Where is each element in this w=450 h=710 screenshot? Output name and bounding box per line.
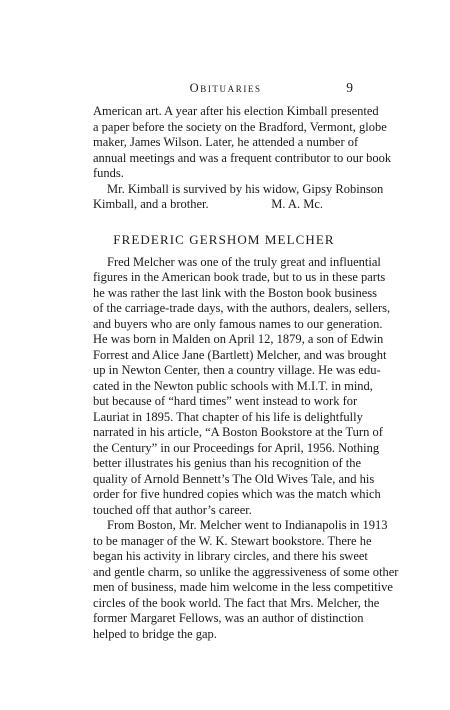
text-line: narrated in his article, “A Boston Bookstore at the Turn of bbox=[93, 425, 383, 439]
text-line: He was born in Malden on April 12, 1879, a son of Edwin bbox=[93, 332, 384, 346]
text-line: he was rather the last link with the Boston book business bbox=[93, 285, 377, 300]
text-line: American art. A year after his election Kimball presented bbox=[93, 104, 379, 118]
page-number: 9 bbox=[346, 80, 353, 95]
running-head bbox=[93, 80, 355, 96]
text-block bbox=[93, 104, 399, 642]
text-line: the Century” in our Proceedings for April, 1956. Nothing bbox=[93, 440, 380, 455]
text-line: to be manager of the W. K. Stewart bookstore. There he bbox=[93, 533, 372, 548]
text-line: and gentle charm, so unlike the aggressiveness of some other bbox=[93, 564, 399, 579]
author-signature: M. A. Mc. bbox=[271, 197, 323, 211]
text-line: From Boston, Mr. Melcher went to Indianapolis in 1913 bbox=[107, 518, 388, 532]
text-line: Forrest and Alice Jane (Bartlett) Melcher, and was brought bbox=[93, 347, 387, 362]
text-line: a paper before the society on the Bradford, Vermont, globe bbox=[93, 119, 387, 134]
text-line: of the carriage-trade days, with the authors, dealers, sellers, bbox=[93, 301, 391, 315]
closing-line bbox=[93, 197, 355, 213]
text-line: up in Newton Center, then a country village. He was edu- bbox=[93, 363, 381, 377]
closing-text: Kimball, and a brother. bbox=[93, 197, 209, 211]
text-line: Fred Melcher was one of the truly great and influential bbox=[107, 254, 381, 269]
kimball-paragraph bbox=[93, 104, 392, 182]
text-line: circles of the book world. The fact that Mrs. Melcher, the bbox=[93, 595, 380, 610]
text-line: former Margaret Fellows, was an author of distinction bbox=[93, 611, 364, 625]
text-line: better illustrates his genius than his recognition of the bbox=[93, 456, 361, 470]
melcher-paragraph-2 bbox=[93, 518, 399, 642]
running-head-title: Obituaries bbox=[189, 81, 262, 95]
text-line: annual meetings and was a frequent contributor to our book bbox=[93, 150, 392, 165]
text-line: helped to bridge the gap. bbox=[93, 626, 217, 641]
text-line: maker, James Wilson. Later, he attended a number of bbox=[93, 135, 359, 149]
text-line: began his activity in library circles, and there his sweet bbox=[93, 549, 368, 563]
section-gap bbox=[93, 213, 355, 231]
melcher-paragraph-1 bbox=[93, 254, 391, 519]
text-line: and buyers who are only famous names to our generation. bbox=[93, 316, 383, 331]
text-line: but because of “hard times” went instead to work for bbox=[93, 394, 358, 408]
obituary-heading: FREDERIC GERSHOM MELCHER bbox=[113, 231, 335, 247]
text-line: quality of Arnold Bennett’s The Old Wives Tale, and his bbox=[93, 471, 375, 486]
text-line: cated in the Newton public schools with M.I.T. in mind, bbox=[93, 378, 373, 393]
text-line: touched off that author’s career. bbox=[93, 502, 252, 517]
text-line: order for five hundred copies which was the match which bbox=[93, 487, 381, 501]
text-line: Lauriat in 1895. That chapter of his life is delightfully bbox=[93, 409, 363, 424]
text-line: men of business, made him welcome in the less competitive bbox=[93, 580, 393, 594]
text-line: figures in the American book trade, but to us in these parts bbox=[93, 270, 386, 284]
survived-line: Mr. Kimball is survived by his widow, Gipsy Robinson bbox=[107, 181, 384, 196]
text-line: funds. bbox=[93, 166, 124, 180]
